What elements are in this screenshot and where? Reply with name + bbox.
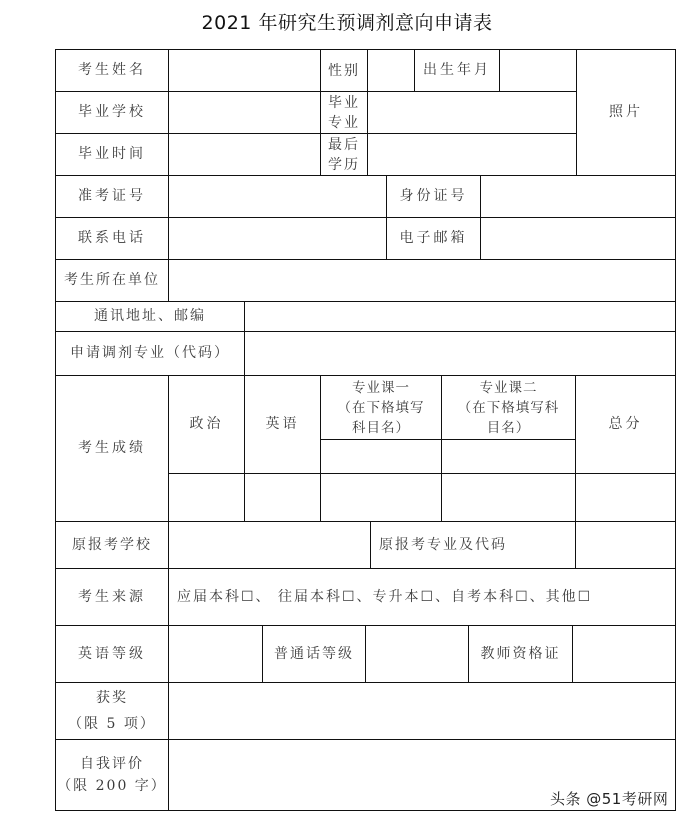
mandarin-level-field[interactable] — [365, 625, 469, 683]
employer-field[interactable] — [168, 259, 676, 302]
source-label: 考生来源 — [55, 568, 169, 626]
page-title: 2021 年研究生预调剂意向申请表 — [201, 12, 493, 34]
grad-time-field[interactable] — [168, 133, 321, 176]
photo-label: 照片 — [609, 104, 643, 120]
grad-school-field[interactable] — [168, 91, 321, 134]
email-label: 电子邮箱 — [386, 217, 481, 260]
photo-box[interactable] — [576, 49, 676, 176]
politics-header: 政治 — [168, 375, 245, 474]
phone-field[interactable] — [168, 217, 387, 260]
apply-major-field[interactable] — [244, 331, 676, 376]
teacher-cert-label: 教师资格证 — [468, 625, 573, 683]
grad-major-field[interactable] — [367, 91, 577, 134]
course2-header: 专业课二 （在下格填写科 目名） — [441, 375, 576, 440]
english-level-label: 英语等级 — [55, 625, 169, 683]
awards-field[interactable] — [168, 682, 676, 740]
name-label: 考生姓名 — [55, 49, 169, 92]
course1-header: 专业课一 （在下格填写 科目名） — [320, 375, 442, 440]
politics-score-field[interactable] — [168, 473, 245, 522]
apply-major-label: 申请调剂专业（代码） — [55, 331, 245, 376]
id-card-label: 身份证号 — [386, 175, 481, 218]
course1-name-field[interactable] — [320, 439, 442, 474]
grad-major-label: 毕业 专业 — [320, 91, 368, 134]
source-options[interactable]: 应届本科☐、 往届本科☐、专升本☐、自考本科☐、其他☐ — [168, 568, 676, 626]
course2-score-field[interactable] — [441, 473, 576, 522]
address-label: 通讯地址、邮编 — [55, 301, 245, 332]
gender-label: 性别 — [320, 49, 368, 92]
birth-field[interactable] — [499, 49, 577, 92]
orig-major-field[interactable] — [575, 521, 676, 569]
total-score-field[interactable] — [575, 473, 676, 522]
email-field[interactable] — [480, 217, 676, 260]
id-card-field[interactable] — [480, 175, 676, 218]
exam-id-label: 准考证号 — [55, 175, 169, 218]
address-field[interactable] — [244, 301, 676, 332]
course1-score-field[interactable] — [320, 473, 442, 522]
course2-name-field[interactable] — [441, 439, 576, 474]
teacher-cert-field[interactable] — [572, 625, 676, 683]
last-degree-label: 最后 学历 — [320, 133, 368, 176]
awards-label: 获奖 （限 5 项） — [55, 682, 169, 740]
orig-major-label: 原报考专业及代码 — [370, 521, 576, 569]
orig-school-label: 原报考学校 — [55, 521, 169, 569]
total-header: 总分 — [575, 375, 676, 474]
english-level-field[interactable] — [168, 625, 263, 683]
last-degree-field[interactable] — [367, 133, 577, 176]
watermark: 头条 @51考研网 — [550, 790, 669, 808]
english-header: 英语 — [244, 375, 321, 474]
phone-label: 联系电话 — [55, 217, 169, 260]
name-field[interactable] — [168, 49, 321, 92]
grad-school-label: 毕业学校 — [55, 91, 169, 134]
birth-label: 出生年月 — [414, 49, 500, 92]
employer-label: 考生所在单位 — [55, 259, 169, 302]
mandarin-level-label: 普通话等级 — [262, 625, 366, 683]
grad-time-label: 毕业时间 — [55, 133, 169, 176]
exam-id-field[interactable] — [168, 175, 387, 218]
self-eval-label: 自我评价 （限 200 字） — [55, 739, 169, 811]
scores-label: 考生成绩 — [55, 375, 169, 522]
gender-field[interactable] — [367, 49, 415, 92]
english-score-field[interactable] — [244, 473, 321, 522]
orig-school-field[interactable] — [168, 521, 371, 569]
